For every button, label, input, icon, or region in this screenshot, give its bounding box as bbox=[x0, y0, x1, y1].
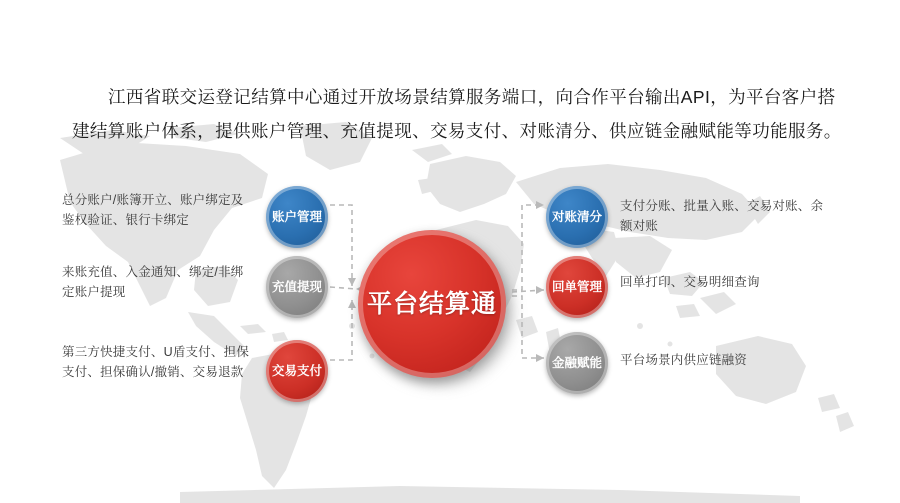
node-recharge-withdraw-label: 充值提现 bbox=[271, 280, 322, 294]
intro-paragraph: 江西省联交运登记结算中心通过开放场景结算服务端口，向合作平台输出API，为平台客户搭建结算账户体系，提供账户管理、充值提现、交易支付、对账清分、供应链金融赋能等功能服务。 bbox=[72, 86, 842, 141]
node-financial-empowerment-label: 金融赋能 bbox=[551, 356, 602, 370]
desc-receipt-management: 回单打印、交易明细查询 bbox=[620, 275, 760, 289]
hub-circle-platform-settlement[interactable] bbox=[358, 230, 506, 378]
node-reconciliation-clearing-label: 对账清分 bbox=[551, 210, 602, 224]
desc-account-management: 总分账户/账簿开立、账户绑定及鉴权验证、银行卡绑定 bbox=[62, 193, 244, 227]
desc-reconciliation-clearing: 支付分账、批量入账、交易对账、余额对账 bbox=[620, 199, 824, 233]
node-transaction-payment[interactable] bbox=[266, 340, 328, 402]
node-receipt-management[interactable] bbox=[546, 256, 608, 318]
desc-transaction-payment: 第三方快捷支付、U盾支付、担保支付、担保确认/撤销、交易退款 bbox=[62, 345, 250, 379]
desc-recharge-withdraw: 来账充值、入金通知、绑定/非绑定账户提现 bbox=[62, 265, 244, 299]
node-reconciliation-clearing[interactable] bbox=[546, 186, 608, 248]
hub-label: 平台结算通 bbox=[366, 290, 497, 318]
node-account-management-label: 账户管理 bbox=[271, 210, 322, 224]
desc-financial-empowerment: 平台场景内供应链融资 bbox=[620, 353, 748, 367]
node-receipt-management-label: 回单管理 bbox=[551, 280, 602, 294]
node-recharge-withdraw[interactable] bbox=[266, 256, 328, 318]
node-account-management[interactable] bbox=[266, 186, 328, 248]
node-financial-empowerment[interactable] bbox=[546, 332, 608, 394]
node-transaction-payment-label: 交易支付 bbox=[271, 364, 322, 378]
